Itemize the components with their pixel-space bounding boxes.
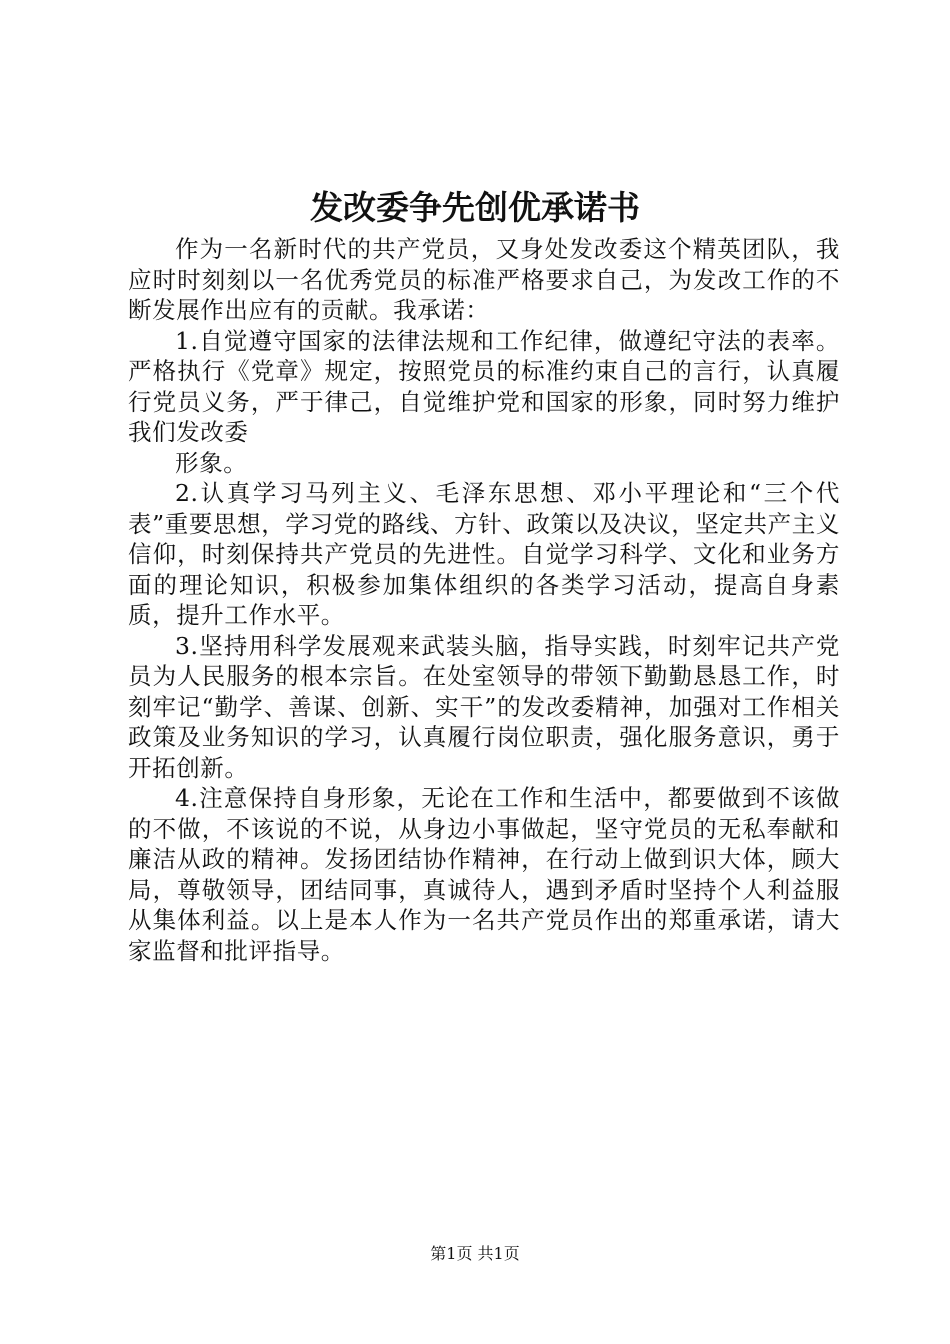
page-footer: 第1页 共1页 <box>430 1244 520 1263</box>
paragraph-intro: 作为一名新时代的共产党员，又身处发改委这个精英团队，我应时时刻刻以一名优秀党员的标准严格要求自己，为发改工作的不断发展作出应有的贡献。我承诺： <box>128 235 840 324</box>
paragraph-item-1-continuation: 形象。 <box>175 448 248 477</box>
paragraph-item-3: 3.坚持用科学发展观来武装头脑，指导实践，时刻牢记共产党员为人民服务的根本宗旨。在处室领导的带领下勤勤恳恳工作，时刻牢记“勤学、善谋、创新、实干”的发改委精神，加强对工作相关政策及业务知识的学习，认真履行岗位职责，强化服务意识，勇于开拓创新。 <box>128 631 840 782</box>
paragraph-item-4: 4.注意保持自身形象，无论在工作和生活中，都要做到不该做的不做，不该说的不说，从身边小事做起，坚守党员的无私奉献和廉洁从政的精神。发扬团结协作精神，在行动上做到识大体，顾大局，尊敬领导，团结同事，真诚待人，遇到矛盾时坚持个人利益服从集体利益。以上是本人作为一名共产党员作出的郑重承诺，请大家监督和批评指导。 <box>128 784 840 965</box>
paragraph-item-2: 2.认真学习马列主义、毛泽东思想、邓小平理论和“三个代表”重要思想，学习党的路线、方针、政策以及决议，坚定共产主义信仰，时刻保持共产党员的先进性。自觉学习科学、文化和业务方面的理论知识，积极参加集体组织的各类学习活动，提高自身素质，提升工作水平。 <box>128 479 840 629</box>
document-title: 发改委争先创优承诺书 <box>310 188 640 227</box>
document-body <box>128 234 840 966</box>
paragraph-item-1: 1.自觉遵守国家的法律法规和工作纪律，做遵纪守法的表率。严格执行《党章》规定，按照党员的标准约束自己的言行，认真履行党员义务，严于律己，自觉维护党和国家的形象，同时努力维护我们发改委 <box>128 326 840 446</box>
